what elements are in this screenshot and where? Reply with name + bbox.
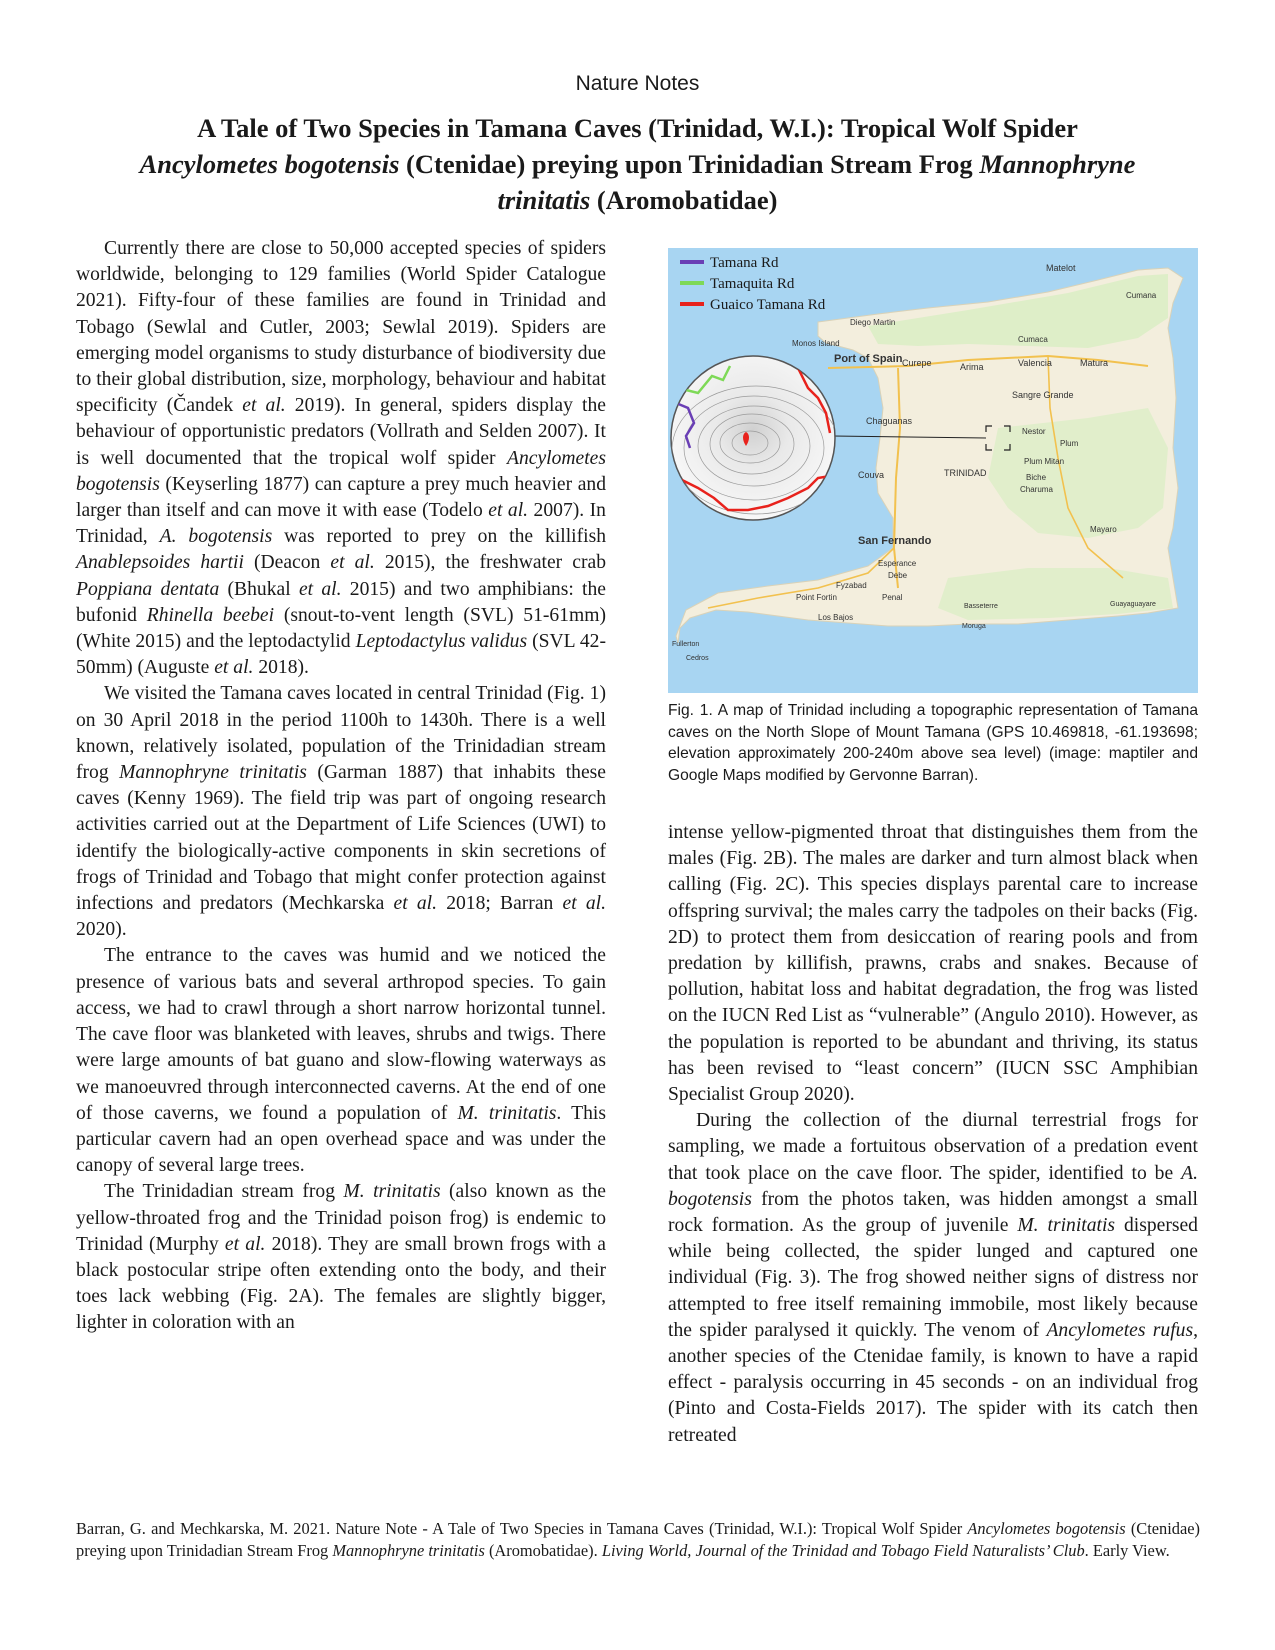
text: dispersed while being collected, the spider lunged and captured one individual (Fig. 3). The frog showed neither signs of distress nor attempted to free itself remaining immobile, most likely because the spider paralysed it quickly. The venom of xyxy=(668,1215,1198,1341)
town-label: Valencia xyxy=(1018,358,1052,368)
text: We visited the Tamana caves located in central Trinidad (Fig. 1) on 30 April 2018 in the period 1100h to 1430h. There is a well known, relatively isolated, population of the Trinidadian stream frog xyxy=(76,683,606,784)
town-label: Basseterre xyxy=(964,603,998,610)
text-italic: M. trinitatis xyxy=(343,1181,441,1203)
text: Barran, G. and Mechkarska, M. 2021. Nature Note - A Tale of Two Species in Tamana Caves (Trinidad, W.I.): Tropical Wolf Spider xyxy=(76,1519,968,1538)
text-italic: M. trinitatis xyxy=(1017,1215,1116,1237)
section-label: Nature Notes xyxy=(575,72,700,95)
text-italic: Poppiana dentata xyxy=(76,578,220,600)
right-column xyxy=(668,820,1198,1449)
text: 2018). They are small brown frogs with a black postocular stripe often extending onto the body, and their toes lack webbing (Fig. 2A). The females are slightly bigger, lighter in coloration with an xyxy=(76,1233,606,1334)
text: The entrance to the caves was humid and we noticed the presence of various bats and several arthropod species. To gain access, we had to crawl through a short narrow horizontal tunnel. The cave floor was blanketed with leaves, shrubs and twigs. There were large amounts of bat guano and slow-flowing waterways as we manoeuvred through interconnected caverns. At the end of one of those caverns, we found a population of xyxy=(76,945,606,1124)
town-label: Arima xyxy=(960,362,984,372)
text: During the collection of the diurnal terrestrial frogs for sampling, we made a fortuitous observation of a predation event that took place on the cave floor. The spider, identified to be xyxy=(668,1110,1198,1184)
town-label: Port of Spain xyxy=(834,353,903,365)
text: 2018; Barran xyxy=(437,893,563,915)
figure-caption: Fig. 1. A map of Trinidad including a topographic representation of Tamana caves on the North Slope of Mount Tamana (GPS 10.469818, -61.193698; elevation approximately 200-240m above sea level) (image: maptiler and Google Maps modified by Gervonne Barran). xyxy=(668,702,1198,784)
town-label: Fyzabad xyxy=(836,581,867,590)
text: intense yellow-pigmented throat that distinguishes them from the males (Fig. 2B). The males are darker and turn almost black when calling (Fig. 2C). This species displays parental care to increase offspring survival; the males carry the tadpoles on their backs (Fig. 2D) to protect them from desiccation of rearing pools and from predation by killifish, prawns, crabs and snakes. Because of pollution, habitat loss and habitat degradation, the frog was listed on the IUCN Red List as “vulnerable” (Angulo 2010). However, as the population is reported to be abundant and thriving, its status has been revised to “least concern” (IUCN SSC Amphibian Specialist Group 2020). xyxy=(668,822,1198,1106)
town-label: Nestor xyxy=(1022,427,1046,436)
text: 2015) and two amphibians: the bufonid xyxy=(76,578,606,626)
town-label: Debe xyxy=(888,571,908,580)
text-italic: Ancylometes bogotensis xyxy=(76,447,606,495)
text-italic: et al. xyxy=(298,578,342,600)
town-label: Cumana xyxy=(1126,291,1157,300)
town-label: Mayaro xyxy=(1090,525,1117,534)
text: (Ctenidae) preying upon Trinidadian Stream Frog xyxy=(76,1519,1200,1560)
text-italic: et al. xyxy=(330,552,375,574)
town-label: Los Bajos xyxy=(818,613,854,622)
town-label: Charuma xyxy=(1020,485,1053,494)
title-family: (Aromobatidae) xyxy=(590,185,778,215)
text: (Aromobatidae). xyxy=(484,1541,602,1560)
town-label: Plum xyxy=(1060,439,1079,448)
trinidad-map xyxy=(668,248,1198,693)
town-label: Guayaguayare xyxy=(1110,601,1156,608)
paragraph xyxy=(76,1179,606,1336)
paragraph xyxy=(668,820,1198,1108)
town-label: San Fernando xyxy=(858,535,932,547)
text: The Trinidadian stream frog xyxy=(104,1181,344,1203)
inset-circle xyxy=(671,356,835,520)
title-species-frog: trinitatis xyxy=(497,185,591,215)
text-italic: et al. xyxy=(393,893,437,915)
paragraph xyxy=(668,1108,1198,1449)
text: (SVL 42-50mm) (Auguste xyxy=(76,631,606,679)
text-italic: et al. xyxy=(214,657,254,679)
text: (Bhukal xyxy=(219,578,299,600)
town-label: Moruga xyxy=(962,623,986,630)
town-label: Cumaca xyxy=(1018,335,1048,344)
town-label: Diego Martin xyxy=(850,318,896,327)
text-italic: et al. xyxy=(488,500,529,522)
text: 2019). In general, spiders display the behaviour of opportunistic predators (Vollrath and Selden 2007). It is well documented that the tropical wolf spider xyxy=(76,395,606,469)
journal-name: Living World, Journal of the Trinidad and Tobago Field Naturalists’ Club xyxy=(601,1541,1085,1560)
text-italic: Rhinella beebei xyxy=(146,604,275,626)
town-label: Matelot xyxy=(1046,263,1076,273)
article-title xyxy=(130,110,1145,218)
text: from the photos taken, was hidden amongst a small rock formation. As the group of juvenile xyxy=(668,1188,1198,1237)
text: 2007). In Trinidad, xyxy=(76,500,606,548)
island-label: TRINIDAD xyxy=(944,468,987,478)
title-line-1: A Tale of Two Species in Tamana Caves (Trinidad, W.I.): Tropical Wolf Spider xyxy=(197,113,1078,143)
paragraph xyxy=(76,681,606,943)
town-label: Cedros xyxy=(686,655,709,662)
text: (Deacon xyxy=(243,552,331,574)
text-italic: A. bogotensis xyxy=(159,526,273,548)
text-italic: Anablepsoides hartii xyxy=(76,552,244,574)
town-label: Esperance xyxy=(878,559,917,568)
title-text: (Ctenidae) preying upon Trinidadian Stream Frog xyxy=(399,149,980,179)
text: (also known as the yellow-throated frog and the Trinidad poison frog) is endemic to Trinidad (Murphy xyxy=(76,1181,606,1255)
text-italic: et al. xyxy=(242,395,286,417)
title-genus-frog: Mannophryne xyxy=(979,149,1136,179)
text: 2015), the freshwater crab xyxy=(374,552,606,574)
town-label: Curepe xyxy=(902,358,932,368)
text: . Early View. xyxy=(1084,1541,1170,1560)
text-italic: et al. xyxy=(562,893,607,915)
text: , another species of the Ctenidae family, is known to have a rapid effect - paralysis occurring in 45 seconds - on an individual frog (Pinto and Costa-Fields 2017). The spider with its catch then retreated xyxy=(668,1319,1198,1446)
town-label: Monos Island xyxy=(792,339,840,348)
town-label: Plum Mitan xyxy=(1024,457,1065,466)
text-italic: Mannophryne trinitatis xyxy=(332,1541,485,1560)
text-italic: M. trinitatis xyxy=(457,1102,557,1124)
text: (Keyserling 1877) can capture a prey much heavier and larger than itself and can move it with ease (Todelo xyxy=(76,473,606,522)
text: . This particular cavern had an open overhead space and was under the canopy of several large trees. xyxy=(76,1102,606,1177)
figure-map xyxy=(668,248,1198,693)
town-label: Biche xyxy=(1026,473,1047,482)
legend-label-tamaquita-rd: Tamaquita Rd xyxy=(710,276,795,292)
text-italic: et al. xyxy=(224,1233,266,1255)
legend-label-tamana-rd: Tamana Rd xyxy=(710,255,779,271)
text: (Garman 1887) that inhabits these caves (Kenny 1969). The field trip was part of ongoing research activities carried out at the Department of Life Sciences (UWI) to identify the biologically-active components in skin secretions of frogs of Trinidad and Tobago that might confer protection against infections and predators (Mechkarska xyxy=(76,762,606,915)
text: (snout-to-vent length (SVL) 51-61mm) (White 2015) and the leptodactylid xyxy=(76,604,606,653)
town-label: Penal xyxy=(882,593,903,602)
town-label: Matura xyxy=(1080,358,1109,368)
text-italic: Ancylometes bogotensis xyxy=(967,1519,1126,1538)
town-label: Fullerton xyxy=(672,641,700,648)
text-italic: Leptodactylus validus xyxy=(355,631,528,653)
town-label: Couva xyxy=(858,470,885,480)
town-label: Point Fortin xyxy=(796,593,837,602)
left-column xyxy=(76,236,606,1337)
text-italic: A. bogotensis xyxy=(668,1162,1198,1210)
paragraph xyxy=(76,943,606,1179)
text: 2020). xyxy=(76,919,127,941)
title-species-spider: Ancylometes bogotensis xyxy=(139,149,400,179)
paragraph xyxy=(76,236,606,681)
text: 2018). xyxy=(253,657,309,679)
citation-footer xyxy=(76,1518,1200,1562)
legend-label-guaico-tamana-rd: Guaico Tamana Rd xyxy=(710,297,826,313)
text: was reported to prey on the killifish xyxy=(272,526,607,548)
text-italic: Ancylometes rufus xyxy=(1046,1319,1194,1341)
town-label: Chaguanas xyxy=(866,416,913,426)
text: Currently there are close to 50,000 accepted species of spiders worldwide, belonging to 129 families (World Spider Catalogue 2021). Fifty-four of these families are found in Trinidad and Tobago (Sewlal and Cutler, 2003; Sewlal 2019). Spiders are emerging model organisms to study disturbance of biodiversity due to their global distribution, size, morphology, behaviour and habitat specificity (Čandek xyxy=(76,238,606,417)
text-italic: Mannophryne trinitatis xyxy=(119,762,307,784)
town-label: Sangre Grande xyxy=(1012,390,1074,400)
